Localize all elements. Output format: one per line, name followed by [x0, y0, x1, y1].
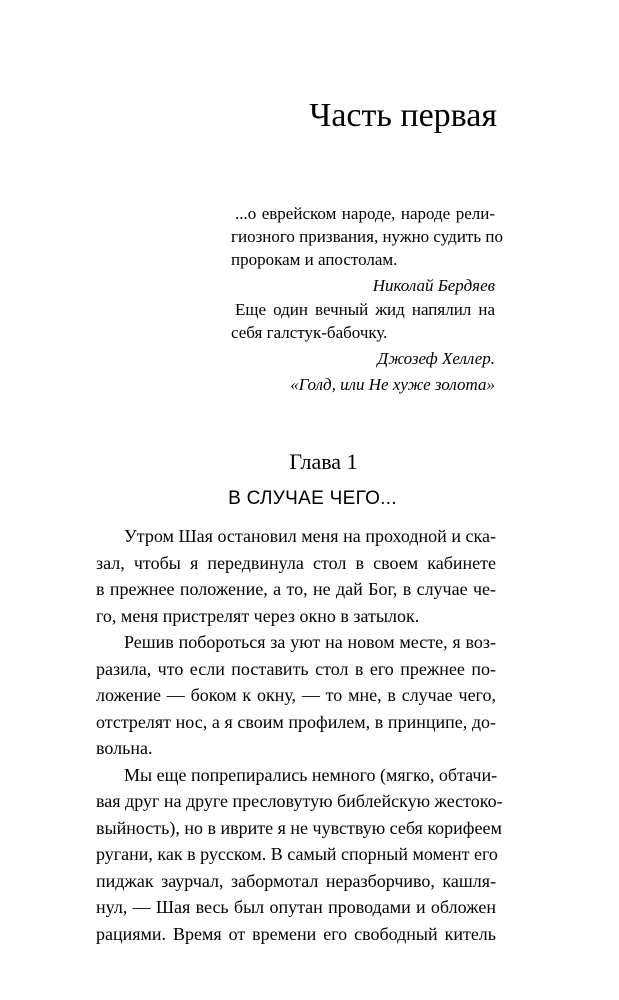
- chapter-title: В СЛУЧАЕ ЧЕГО...: [228, 488, 397, 509]
- epigraph-heller: [231, 298, 495, 396]
- text-line: ложение — боком к окну, — то мне, в случае чего,: [96, 685, 496, 705]
- text-line: выйность), но в иврите я не чувствую себя корифеем: [96, 817, 502, 838]
- text-line: ругани, как в русском. В самый спорный момент его: [96, 844, 498, 864]
- text-line: рациями. Время от времени его свободный китель: [96, 923, 496, 944]
- text-line: Утром Шая остановил меня на проходной и ска-: [124, 526, 496, 546]
- paragraph: [96, 523, 496, 629]
- text-line: отстрелят нос, а я своим профилем, в принципе, до-: [96, 711, 496, 732]
- text-line: го, меня пристрелят через окно в затылок.: [96, 605, 420, 626]
- epigraph-berdyaev: [231, 202, 503, 297]
- text-line: зал, чтобы я передвинула стол в своем кабинете: [96, 552, 496, 573]
- text-line: вольна.: [96, 738, 153, 758]
- paragraph: [96, 762, 503, 948]
- text-line: нул, — Шая весь был опутан проводами и обложен: [96, 897, 496, 917]
- epigraph-line: Еще один вечный жид напялил на: [235, 300, 495, 319]
- paragraph: [96, 629, 496, 762]
- text-line: вая друг на друге пресловутую библейскую жестоко-: [96, 791, 503, 811]
- text-line: в прежнее положение, а то, не дай Бог, в случае че-: [96, 579, 496, 599]
- text-line: разила, что если поставить стол в его прежнее по-: [96, 658, 496, 679]
- chapter-body: [96, 523, 503, 947]
- text-line: Мы еще попрепирались немного (мягко, обтачи-: [124, 764, 498, 785]
- epigraph-attribution-work: «Голд, или Не хуже золота»: [290, 375, 495, 394]
- part-title: Часть первая: [309, 97, 497, 134]
- text-line: пиджак заурчал, забормотал неразборчиво, кашля-: [96, 870, 496, 891]
- chapter-number: Глава 1: [289, 449, 358, 474]
- text-line: Решив побороться за уют на новом месте, я воз-: [124, 632, 496, 652]
- epigraph-line: пророкам и апостолам.: [231, 250, 398, 269]
- epigraph-attribution: Джозеф Хеллер.: [377, 349, 495, 368]
- epigraph-line: ...о еврейском народе, народе рели-: [235, 204, 495, 223]
- epigraph-line: гиозного призвания, нужно судить по: [231, 227, 503, 246]
- epigraph-attribution: Николай Бердяев: [372, 276, 495, 295]
- epigraph-line: себя галстук-бабочку.: [231, 323, 388, 342]
